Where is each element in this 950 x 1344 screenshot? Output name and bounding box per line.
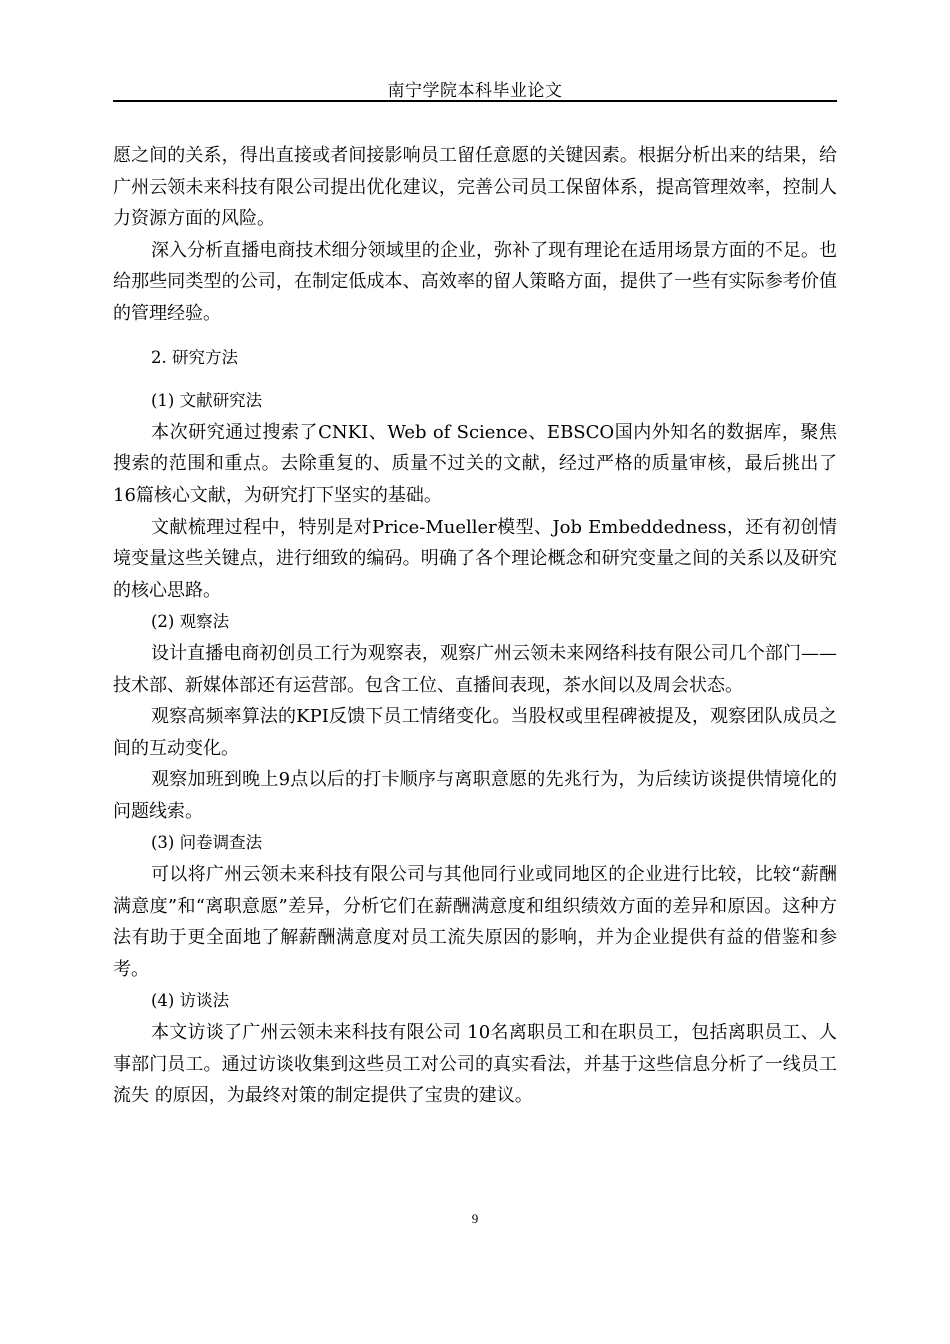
subheading-literature-research: (1) 文献研究法 [151,391,263,411]
paragraph-interview: 本文访谈了广州云领未来科技有限公司 10名离职员工和在职员工，包括离职员工、人事部门员工。通过访谈收集到这些员工对公司的真实看法，并基于这些信息分析了一线员工流失 的原因，为最终对策的制定提供了宝贵的建议。 [113,1022,837,1107]
page-body [113,140,837,1112]
paragraph-significance: 深入分析直播电商技术细分领域里的企业，弥补了现有理论在适用场景方面的不足。也给那些同类型的公司，在制定低成本、高效率的留人策略方面，提供了一些有实际参考价值的管理经验。 [113,239,837,324]
subheading-interview: (4) 访谈法 [151,991,230,1011]
paragraph-observation-1: 设计直播电商初创员工行为观察表，观察广州云领未来网络科技有限公司几个部门——技术部、新媒体部还有运营部。包含工位、直播间表现，茶水间以及周会状态。 [113,642,837,696]
paragraph-literature-1: 本次研究通过搜索了CNKI、Web of Science、EBSCO国内外知名的数据库，聚焦搜索的范围和重点。去除重复的、质量不过关的文献，经过严格的质量审核，最后挑出了16篇核心文献，为研究打下坚实的基础。 [113,421,837,506]
subheading-observation: (2) 观察法 [151,612,230,632]
paragraph-observation-3: 观察加班到晚上9点以后的打卡顺序与离职意愿的先兆行为，为后续访谈提供情境化的问题线索。 [113,769,837,822]
paragraph-observation-2: 观察高频率算法的KPI反馈下员工情绪变化。当股权或里程碑被提及，观察团队成员之间的互动变化。 [113,706,837,759]
paragraph-literature-2: 文献梳理过程中，特别是对Price-Mueller模型、Job Embeddedness，还有初创情境变量这些关键点，进行细致的编码。明确了各个理论概念和研究变量之间的关系以及研究的核心思路。 [113,516,837,601]
page-header [113,62,837,102]
spacer [113,330,837,342]
header-title: 南宁学院本科毕业论文 [387,81,563,101]
paragraph-continuation: 愿之间的关系，得出直接或者间接影响员工留任意愿的关键因素。根据分析出来的结果，给广州云领未来科技有限公司提出优化建议，完善公司员工保留体系，提高管理效率，控制人力资源方面的风险。 [113,145,837,230]
page-number: 9 [471,1211,479,1226]
subheading-questionnaire: (3) 问卷调查法 [151,833,263,853]
paragraph-questionnaire: 可以将广州云领未来科技有限公司与其他同行业或同地区的企业进行比较，比较“薪酬满意度”和“离职意愿”差异，分析它们在薪酬满意度和组织绩效方面的差异和原因。这种方法有助于更全面地了解薪酬满意度对员工流失原因的影响，并为企业提供有益的借鉴和参考。 [113,864,837,980]
section-heading-research-methods: 2. 研究方法 [151,347,238,367]
spacer [113,373,837,385]
